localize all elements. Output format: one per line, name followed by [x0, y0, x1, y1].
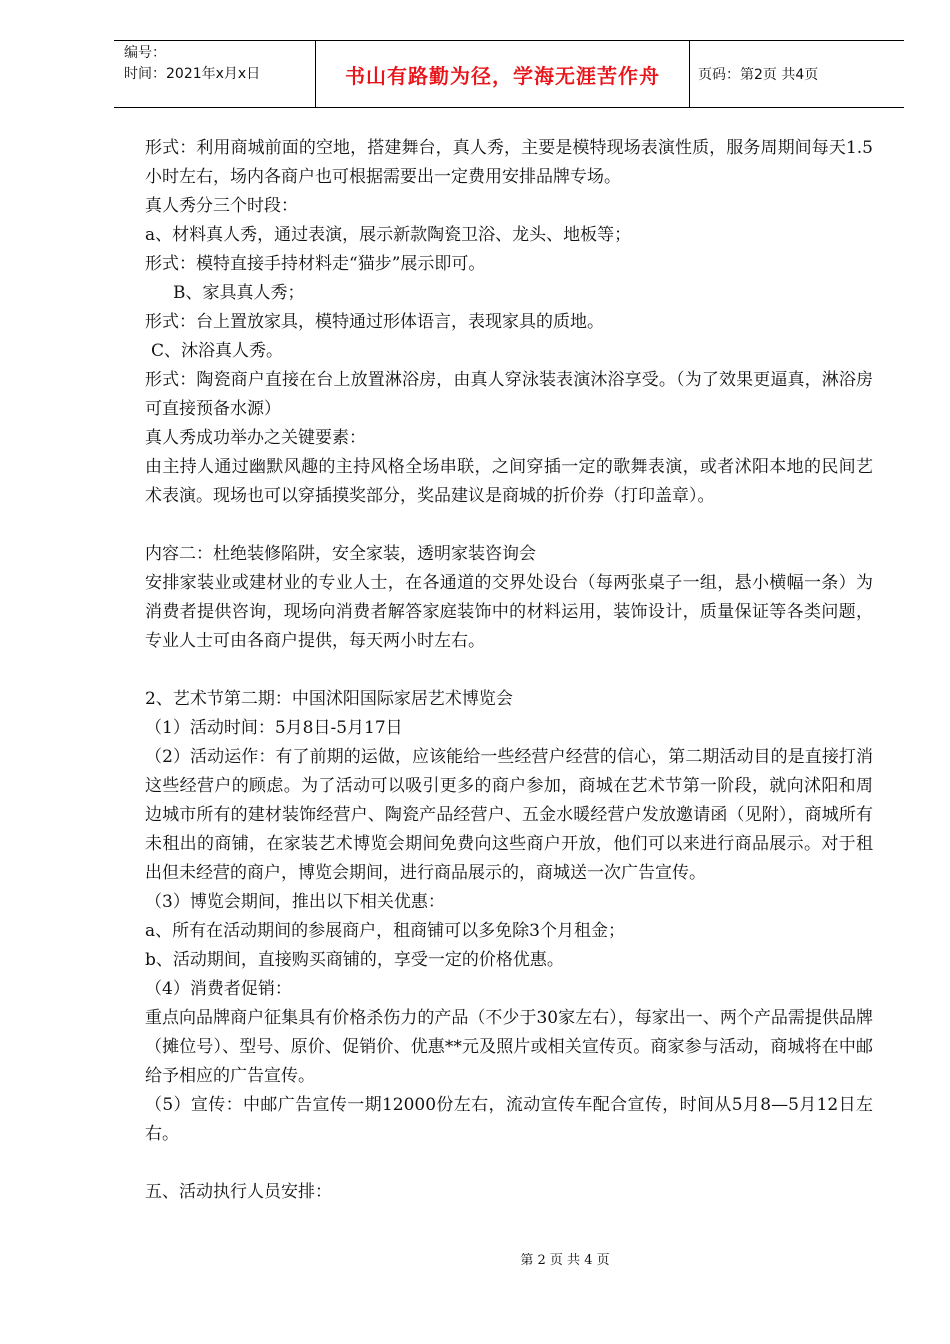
- paragraph: 由主持人通过幽默风趣的主持风格全场串联，之间穿插一定的歌舞表演，或者沭阳本地的民间艺术表演。现场也可以穿插摸奖部分，奖品建议是商城的折价券（打印盖章）。: [145, 457, 873, 506]
- paragraph: 真人秀成功举办之关键要素：: [145, 428, 366, 448]
- header-page-label: 页码：第2页 共4页: [698, 67, 819, 83]
- paragraph: b、活动期间，直接购买商铺的，享受一定的价格优惠。: [145, 950, 564, 970]
- section-heading: 五、活动执行人员安排：: [145, 1182, 332, 1202]
- time-label: 时间：2021年x月x日: [124, 66, 261, 82]
- paragraph: 真人秀分三个时段：: [145, 196, 298, 216]
- header-motto-cell: [316, 41, 690, 107]
- page-footer: 第 2 页 共 4 页: [520, 1253, 610, 1268]
- paragraph: C、沐浴真人秀。: [151, 341, 284, 361]
- paragraph: 形式：陶瓷商户直接在台上放置淋浴房，由真人穿泳装表演沐浴享受。（为了效果更逼真，淋浴房可直接预备水源）: [145, 370, 873, 419]
- paragraph: 形式：模特直接手持材料走“猫步”展示即可。: [145, 254, 486, 274]
- blank-line: [145, 656, 873, 685]
- document-header: [114, 40, 904, 108]
- section-heading: 内容二：杜绝装修陷阱，安全家装，透明家装咨询会: [145, 544, 536, 564]
- paragraph: 重点向品牌商户征集具有价格杀伤力的产品（不少于30家左右），每家出一、两个产品需提供品牌（摊位号）、型号、原价、促销价、优惠**元及照片或相关宣传页。商家参与活动，商城将在中邮给予相应的广告宣传。: [145, 1008, 873, 1086]
- paragraph: （4）消费者促销：: [145, 979, 292, 999]
- blank-line: [145, 511, 873, 540]
- paragraph: （2）活动运作：有了前期的运做，应该能给一些经营户经营的信心，第二期活动目的是直接打消这些经营户的顾虑。为了活动可以吸引更多的商户参加，商城在艺术节第一阶段，就向沭阳和周边城市所有的建材装饰经营户、陶瓷产品经营户、五金水暖经营户发放邀请函（见附），商城所有未租出的商铺，在家装艺术博览会期间免费向这些商户开放，他们可以来进行商品展示。对于租出但未经营的商户，博览会期间，进行商品展示的，商城送一次广告宣传。: [145, 747, 873, 883]
- header-meta-cell: [114, 41, 316, 107]
- paragraph: a、所有在活动期间的参展商户，租商铺可以多免除3个月租金；: [145, 921, 625, 941]
- paragraph: a、材料真人秀，通过表演，展示新款陶瓷卫浴、龙头、地板等；: [145, 225, 632, 245]
- header-motto: 书山有路勤为径，学海无涯苦作舟: [345, 63, 660, 88]
- paragraph: （3）博览会期间，推出以下相关优惠：: [145, 892, 445, 912]
- section-heading: 2、艺术节第二期：中国沭阳国际家居艺术博览会: [145, 689, 513, 709]
- number-label: 编号：: [124, 45, 166, 61]
- blank-line: [145, 1149, 873, 1178]
- header-page-cell: [690, 41, 904, 107]
- paragraph: 安排家装业或建材业的专业人士，在各通道的交界处设台（每两张桌子一组，悬小横幅一条）为消费者提供咨询，现场向消费者解答家庭装饰中的材料运用，装饰设计，质量保证等各类问题，专业人士可由各商户提供，每天两小时左右。: [145, 573, 873, 651]
- paragraph: （1）活动时间：5月8日-5月17日: [145, 718, 403, 738]
- document-body: [145, 134, 873, 1207]
- paragraph: 形式：利用商城前面的空地，搭建舞台，真人秀，主要是模特现场表演性质，服务周期间每天1.5小时左右，场内各商户也可根据需要出一定费用安排品牌专场。: [145, 138, 873, 187]
- paragraph: （5）宣传：中邮广告宣传一期12000份左右，流动宣传车配合宣传，时间从5月8—5月12日左右。: [145, 1095, 873, 1144]
- paragraph: 形式：台上置放家具，模特通过形体语言，表现家具的质地。: [145, 312, 604, 332]
- paragraph: B、家具真人秀；: [173, 283, 305, 303]
